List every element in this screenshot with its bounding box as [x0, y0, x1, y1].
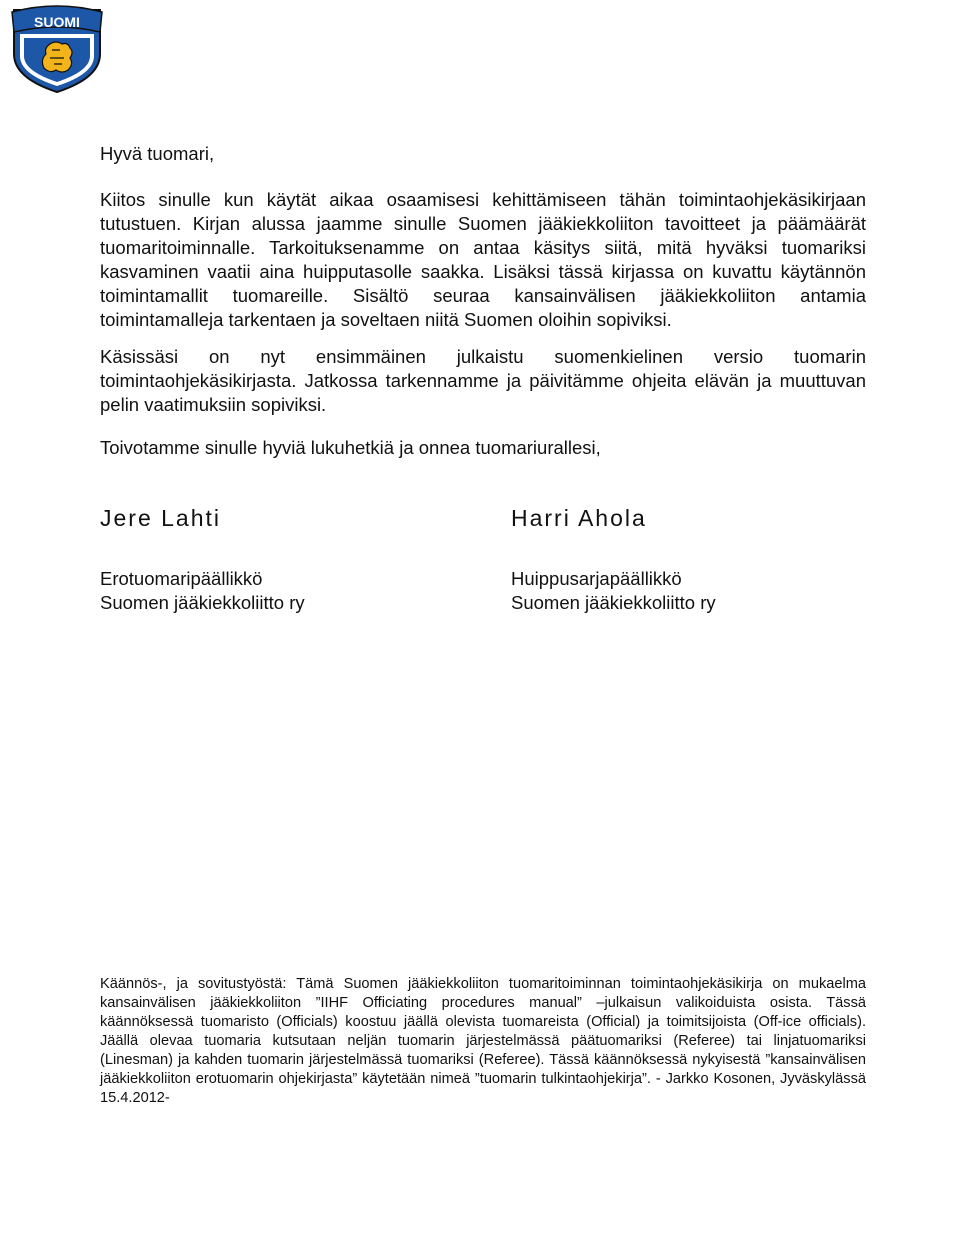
paragraph-version: Käsissäsi on nyt ensimmäinen julkaistu suomenkielinen versio tuomarin toimintaohjekäsikirjasta. Jatkossa tarkennamme ja päivitämme ohjeita elävän ja muuttuvan pelin vaatimuksiin sopiviksi.	[100, 346, 866, 415]
suomi-logo	[4, 4, 110, 94]
lion-crest-icon	[4, 4, 110, 94]
signature-name: Harri Ahola	[511, 505, 647, 531]
greeting: Hyvä tuomari,	[100, 143, 215, 164]
signature-block-right	[511, 505, 871, 615]
signature-organization: Suomen jääkiekkoliitto ry	[511, 592, 716, 613]
paragraph-intro: Kiitos sinulle kun käytät aikaa osaamisesi kehittämiseen tähän toimintaohjekäsikirjaan tutustuen. Kirjan alussa jaamme sinulle Suomen jääkiekkoliiton tavoitteet ja päämäärät tuomaritoiminnalle. Tarkoituksenamme on antaa käsitys siitä, mitä hyväksi tuomariksi kasvaminen vaatii aina huipputasolle saakka. Lisäksi tässä kirjassa on kuvattu käytännön toimintamallit tuomareille. Sisältö seuraa kansainvälisen jääkiekkoliiton antamia toimintamalleja tarkentaen ja soveltaen niitä Suomen oloihin sopiviksi.	[100, 189, 866, 330]
signature-title: Erotuomaripäällikkö	[100, 568, 263, 589]
svg-text:SUOMI: SUOMI	[34, 14, 80, 30]
translation-footnote: Käännös-, ja sovitustyöstä: Tämä Suomen jääkiekkoliiton tuomaritoiminnan toimintaohjekäsikirja on mukaelma kansainvälisen jääkiekkoliiton ”IIHF Officiating procedures manual” –julkaisun valikoiduista osista. Tässä käännöksessä tuomaristo (Officials) koostuu jäällä olevista tuomareista (Official) ja toimitsijoista (Off-ice officials). Jäällä olevaa tuomaria kutsutaan neljän tuomarin järjestelmässä päätuomariksi (Referee) tai linjatuomariksi (Linesman) ja kahden tuomarin järjestelmässä tuomariksi (Referee). Tässä käännöksessä nykyisestä ”kansainvälisen jääkiekkoliiton erotuomarin ohjekirjasta” käytetään nimeä ”tuomarin tulkintaohjekirja”. - Jarkko Kosonen, Jyväskylässä 15.4.2012-	[100, 976, 866, 1106]
paragraph-closing: Toivotamme sinulle hyviä lukuhetkiä ja onnea tuomariurallesi,	[100, 437, 601, 458]
signature-name: Jere Lahti	[100, 505, 222, 531]
signature-block-left	[100, 505, 460, 615]
signature-title: Huippusarjapäällikkö	[511, 568, 682, 589]
signature-organization: Suomen jääkiekkoliitto ry	[100, 592, 305, 613]
